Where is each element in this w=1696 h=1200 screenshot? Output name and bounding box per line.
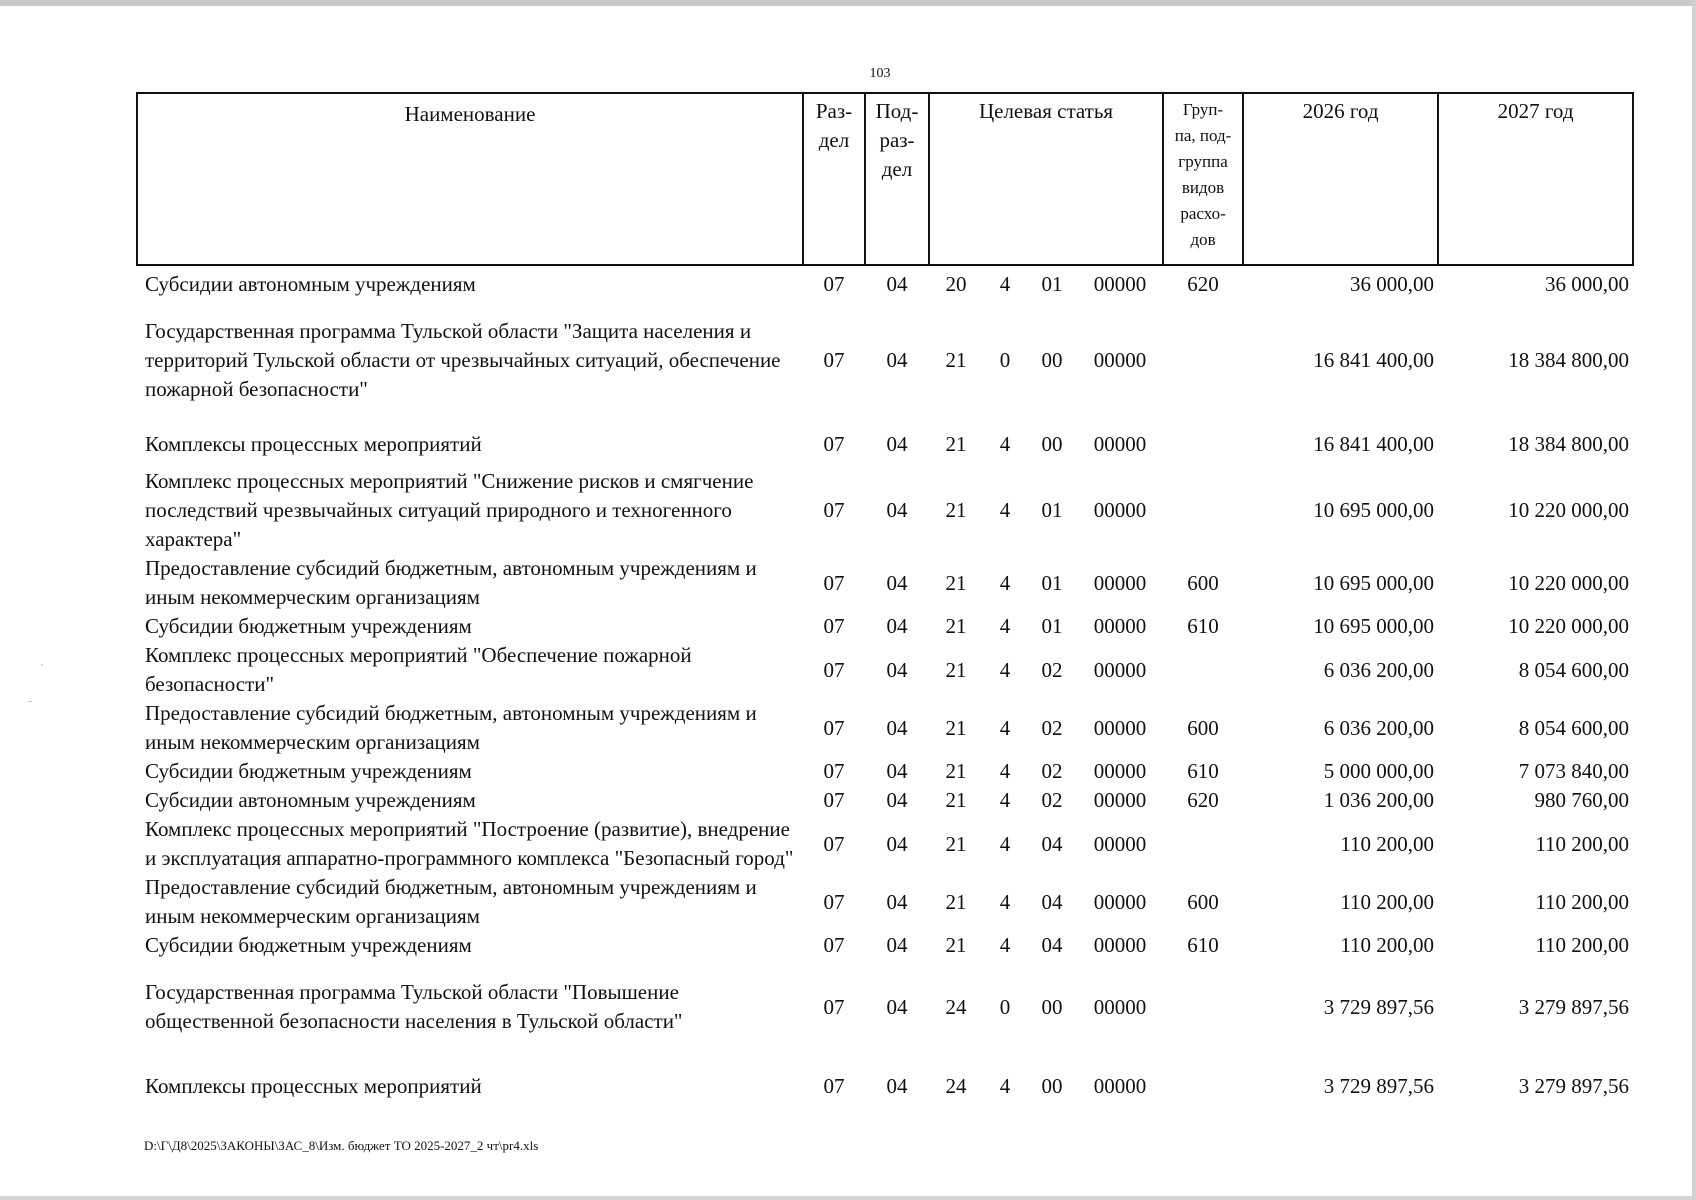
row-section: 07 [823, 994, 845, 1019]
footer-file-path: D:\Г\Д8\2025\ЗАКОНЫ\ЗАС_8\Изм. бюджет ТО 2025-2027_2 чт\pr4.xls [144, 1138, 539, 1153]
row-target-type: 4 [999, 570, 1011, 595]
column-header-subsection: Под- раз- дел [865, 93, 929, 265]
row-target-type: 4 [999, 1074, 1011, 1098]
column-header-target: Целевая статья [929, 93, 1163, 265]
row-target-direction: 00000 [1093, 788, 1147, 812]
row-target-event: 00 [1041, 348, 1063, 372]
row-target-event: 00 [1041, 994, 1063, 1019]
row-subsection: 04 [886, 498, 908, 522]
row-name: Субсидии бюджетным учреждениям [145, 933, 472, 957]
budget-table [136, 92, 1634, 1119]
table-row [137, 931, 1633, 960]
row-target-event: 00 [1041, 432, 1063, 456]
row-target-program: 21 [945, 715, 967, 740]
row-amount-2026: 110 200,00 [1340, 831, 1435, 856]
row-amount-2026: 16 841 400,00 [1313, 432, 1435, 456]
row-target-type: 4 [999, 889, 1011, 914]
column-header-group: Груп- па, под- группа видов расхо- дов [1163, 93, 1243, 265]
row-amount-2026: 10 695 000,00 [1313, 614, 1435, 638]
row-target-program: 21 [945, 348, 967, 372]
table-row [137, 960, 1633, 1054]
row-subsection: 04 [886, 570, 908, 595]
row-subsection: 04 [886, 831, 908, 856]
row-name: Предоставление субсидий бюджетным, автономным учреждениям и иным некоммерческим организациям [145, 556, 757, 609]
row-name: Субсидии автономным учреждениям [145, 788, 476, 812]
row-target-type: 4 [999, 614, 1011, 638]
row-target-event: 04 [1041, 933, 1063, 957]
row-expense-group [1163, 467, 1243, 554]
table-row [137, 873, 1633, 931]
table-row [137, 467, 1633, 554]
row-section: 07 [823, 498, 845, 522]
row-target-program: 21 [945, 498, 967, 522]
row-amount-2026: 1 036 200,00 [1323, 788, 1435, 812]
row-expense-group [1163, 960, 1243, 1054]
row-expense-group: 610 [1187, 614, 1219, 638]
row-name: Комплекс процессных мероприятий "Построение (развитие), внедрение и эксплуатация аппаратно-программного комплекса "Безопасный город" [145, 817, 794, 870]
row-section: 07 [823, 570, 845, 595]
row-subsection: 04 [886, 759, 908, 783]
row-section: 07 [823, 831, 845, 856]
row-target-direction: 00000 [1093, 933, 1147, 957]
scan-speck: - [28, 694, 33, 708]
row-target-direction: 00000 [1093, 614, 1147, 638]
row-name: Комплексы процессных мероприятий [145, 432, 482, 456]
row-target-program: 21 [945, 831, 967, 856]
row-subsection: 04 [886, 614, 908, 638]
row-target-event: 02 [1041, 788, 1063, 812]
row-expense-group: 600 [1187, 889, 1219, 914]
row-amount-2027: 110 200,00 [1535, 889, 1630, 914]
row-target-direction: 00000 [1093, 831, 1147, 856]
row-amount-2026: 5 000 000,00 [1323, 759, 1435, 783]
row-expense-group [1163, 1054, 1243, 1119]
row-amount-2026: 10 695 000,00 [1313, 498, 1435, 522]
row-expense-group: 600 [1187, 715, 1219, 740]
row-target-direction: 00000 [1093, 432, 1147, 456]
row-section: 07 [823, 889, 845, 914]
row-expense-group [1163, 422, 1243, 467]
row-target-type: 4 [999, 831, 1011, 856]
row-subsection: 04 [886, 715, 908, 740]
row-target-type: 0 [999, 348, 1011, 372]
row-target-event: 04 [1041, 831, 1063, 856]
row-amount-2026: 110 200,00 [1340, 889, 1435, 914]
row-amount-2027: 10 220 000,00 [1508, 614, 1630, 638]
row-target-event: 00 [1041, 1074, 1063, 1098]
row-name: Государственная программа Тульской области "Защита населения и территорий Тульской области от чрезвычайных ситуаций, обеспечение пожарной безопасности" [145, 319, 781, 401]
table-row [137, 786, 1633, 815]
column-header-section: Раз- дел [803, 93, 865, 265]
table-row [137, 699, 1633, 757]
row-subsection: 04 [886, 657, 908, 682]
row-amount-2027: 110 200,00 [1535, 933, 1630, 957]
row-target-type: 4 [999, 432, 1011, 456]
row-target-type: 4 [999, 759, 1011, 783]
row-name: Субсидии бюджетным учреждениям [145, 614, 472, 638]
row-amount-2027: 36 000,00 [1545, 272, 1630, 296]
row-target-direction: 00000 [1093, 889, 1147, 914]
row-target-program: 21 [945, 614, 967, 638]
row-section: 07 [823, 759, 845, 783]
table-row [137, 299, 1633, 422]
row-section: 07 [823, 614, 845, 638]
row-amount-2027: 10 220 000,00 [1508, 570, 1630, 595]
row-target-event: 01 [1041, 570, 1063, 595]
row-amount-2027: 110 200,00 [1535, 831, 1630, 856]
row-amount-2026: 10 695 000,00 [1313, 570, 1435, 595]
row-subsection: 04 [886, 889, 908, 914]
row-expense-group: 610 [1187, 759, 1219, 783]
row-target-program: 20 [945, 272, 967, 296]
table-row [137, 641, 1633, 699]
row-expense-group: 610 [1187, 933, 1219, 957]
row-target-program: 24 [945, 994, 967, 1019]
row-name: Государственная программа Тульской области "Повышение общественной безопасности населения в Тульской области" [145, 980, 683, 1033]
scan-edge-bottom [0, 1196, 1696, 1200]
table-row [137, 554, 1633, 612]
row-amount-2026: 36 000,00 [1350, 272, 1435, 296]
table-body [137, 265, 1633, 1119]
row-amount-2027: 18 384 800,00 [1508, 348, 1630, 372]
row-target-type: 4 [999, 657, 1011, 682]
row-amount-2026: 6 036 200,00 [1323, 657, 1435, 682]
row-target-program: 21 [945, 889, 967, 914]
row-target-event: 02 [1041, 759, 1063, 783]
row-amount-2027: 18 384 800,00 [1508, 432, 1630, 456]
row-target-direction: 00000 [1093, 348, 1147, 372]
row-expense-group [1163, 299, 1243, 422]
row-target-type: 4 [999, 788, 1011, 812]
row-amount-2027: 8 054 600,00 [1518, 715, 1630, 740]
row-subsection: 04 [886, 994, 908, 1019]
row-amount-2026: 3 729 897,56 [1323, 994, 1435, 1019]
row-amount-2026: 16 841 400,00 [1313, 348, 1435, 372]
row-name: Комплекс процессных мероприятий "Снижение рисков и смягчение последствий чрезвычайных ситуаций природного и техногенного характера" [145, 469, 754, 551]
row-target-direction: 00000 [1093, 994, 1147, 1019]
row-target-type: 4 [999, 715, 1011, 740]
row-target-event: 01 [1041, 498, 1063, 522]
row-target-program: 21 [945, 933, 967, 957]
row-subsection: 04 [886, 1074, 908, 1098]
row-expense-group [1163, 815, 1243, 873]
row-subsection: 04 [886, 272, 908, 296]
row-name: Предоставление субсидий бюджетным, автономным учреждениям и иным некоммерческим организациям [145, 701, 757, 754]
row-amount-2027: 10 220 000,00 [1508, 498, 1630, 522]
row-target-type: 4 [999, 498, 1011, 522]
table-row [137, 265, 1633, 299]
table-row [137, 757, 1633, 786]
row-target-type: 4 [999, 272, 1011, 296]
row-amount-2027: 3 279 897,56 [1518, 994, 1630, 1019]
scan-speck: · [40, 658, 44, 672]
row-subsection: 04 [886, 348, 908, 372]
row-amount-2027: 3 279 897,56 [1518, 1074, 1630, 1098]
row-subsection: 04 [886, 432, 908, 456]
scan-edge-right [1692, 0, 1696, 1200]
row-target-direction: 00000 [1093, 272, 1147, 296]
row-section: 07 [823, 788, 845, 812]
row-target-event: 02 [1041, 657, 1063, 682]
table-header [137, 93, 1633, 265]
row-section: 07 [823, 272, 845, 296]
row-name: Предоставление субсидий бюджетным, автономным учреждениям и иным некоммерческим организациям [145, 875, 757, 928]
table-row [137, 815, 1633, 873]
row-section: 07 [823, 715, 845, 740]
row-amount-2027: 8 054 600,00 [1518, 657, 1630, 682]
row-section: 07 [823, 348, 845, 372]
row-target-program: 24 [945, 1074, 967, 1098]
table-row [137, 422, 1633, 467]
row-expense-group: 600 [1187, 570, 1219, 595]
row-target-type: 0 [999, 994, 1011, 1019]
row-target-direction: 00000 [1093, 657, 1147, 682]
row-target-program: 21 [945, 759, 967, 783]
scan-edge-top [0, 0, 1696, 6]
row-name: Комплексы процессных мероприятий [145, 1074, 482, 1098]
row-amount-2027: 980 760,00 [1534, 788, 1630, 812]
row-target-program: 21 [945, 788, 967, 812]
row-target-program: 21 [945, 570, 967, 595]
row-amount-2026: 3 729 897,56 [1323, 1074, 1435, 1098]
row-name: Субсидии бюджетным учреждениям [145, 759, 472, 783]
row-target-direction: 00000 [1093, 1074, 1147, 1098]
row-amount-2026: 6 036 200,00 [1323, 715, 1435, 740]
page-number: 103 [869, 66, 891, 81]
row-target-event: 01 [1041, 272, 1063, 296]
row-target-direction: 00000 [1093, 715, 1147, 740]
row-target-event: 04 [1041, 889, 1063, 914]
column-header-2027: 2027 год [1438, 93, 1633, 265]
row-target-direction: 00000 [1093, 570, 1147, 595]
row-expense-group [1163, 641, 1243, 699]
row-expense-group: 620 [1187, 272, 1219, 296]
column-header-name: Наименование [137, 93, 803, 265]
row-target-direction: 00000 [1093, 498, 1147, 522]
row-target-program: 21 [945, 657, 967, 682]
row-section: 07 [823, 432, 845, 456]
row-section: 07 [823, 933, 845, 957]
row-amount-2027: 7 073 840,00 [1518, 759, 1630, 783]
row-subsection: 04 [886, 788, 908, 812]
row-target-program: 21 [945, 432, 967, 456]
row-section: 07 [823, 657, 845, 682]
row-target-event: 02 [1041, 715, 1063, 740]
row-target-direction: 00000 [1093, 759, 1147, 783]
table-row [137, 1054, 1633, 1119]
row-target-type: 4 [999, 933, 1011, 957]
row-section: 07 [823, 1074, 845, 1098]
table-row [137, 612, 1633, 641]
row-target-event: 01 [1041, 614, 1063, 638]
row-name: Комплекс процессных мероприятий "Обеспечение пожарной безопасности" [145, 643, 692, 696]
row-expense-group: 620 [1187, 788, 1219, 812]
row-amount-2026: 110 200,00 [1340, 933, 1435, 957]
column-header-2026: 2026 год [1243, 93, 1438, 265]
row-name: Субсидии автономным учреждениям [145, 272, 476, 296]
row-subsection: 04 [886, 933, 908, 957]
